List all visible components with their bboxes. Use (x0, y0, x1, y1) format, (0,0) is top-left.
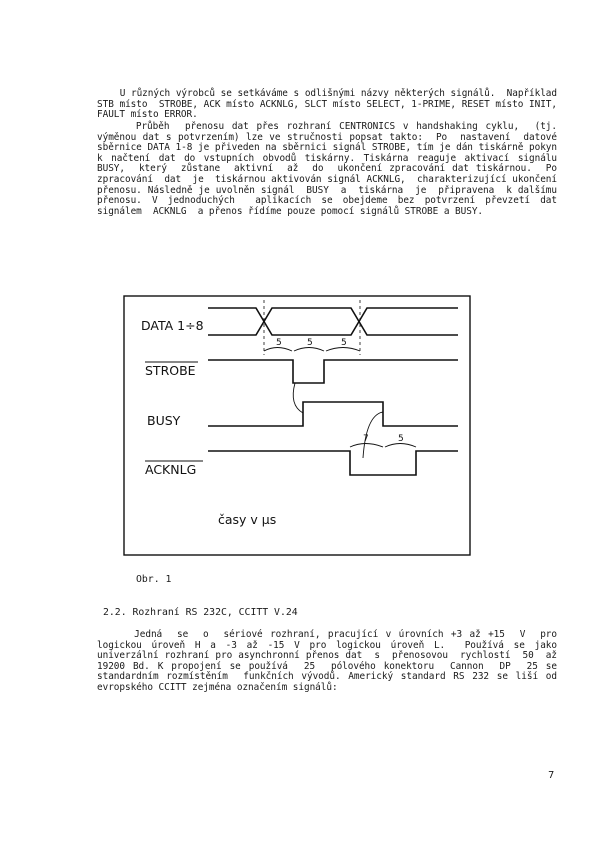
bracket-5b (385, 444, 416, 448)
label-data: DATA 1÷8 (141, 318, 204, 333)
timing-label: 5 (398, 434, 404, 444)
axis-label: časy v μs (218, 512, 277, 527)
label-strobe: STROBE (145, 363, 196, 378)
timing-label: 5 (341, 338, 347, 348)
bracket-1 (264, 348, 292, 352)
figure-caption: Obr. 1 (136, 574, 172, 585)
section-heading: 2.2. Rozhraní RS 232C, CCITT V.24 (103, 607, 298, 618)
paragraph-rs232: Jedná se o sériové rozhraní, pracující v úrovních +3 až +15 V pro logickou úroveň H a -3 až -15 V pro logickou úroveň L. Používá se jako univerzální rozhraní pro asynchronní přenos dat s přenosovou rychlostí 50 až 19200 Bd. K propojení se používá 25 pólového konektoru Cannon DP 25 se standardním rozmístěním funkčních vývodů. Americký standard RS 232 se liší od evropského CCITT zejména označením signálů: (97, 629, 569, 693)
label-acknlg: ACKNLG (145, 462, 197, 477)
arrow-strobe-busy (293, 383, 303, 413)
timing-label: 5 (307, 338, 313, 348)
page-number: 7 (548, 770, 555, 781)
timing-label: 5 (276, 338, 282, 348)
data-bus-upper (208, 308, 458, 335)
paragraph-signal-names: U různých výrobců se setkáváme s odlišnými názvy některých signálů. Například STB místo STROBE, ACK místo ACKNLG, SLCT místo SELECT, 1-PRIME, RESET místo INIT, FAULT místo ERROR. (97, 88, 563, 121)
data-bus-lower (208, 308, 458, 335)
timing-label: 7 (363, 434, 369, 444)
busy-wave (208, 402, 458, 426)
acknlg-wave (208, 451, 458, 475)
bracket-3 (326, 348, 360, 352)
bracket-2 (294, 348, 324, 352)
bracket-7 (350, 444, 383, 448)
paragraph-centronics-handshake: Průběh přenosu dat přes rozhraní CENTRONICS v handshaking cyklu, (tj. výměnou dat s potvrzením) lze ve stručnosti popsat takto: Po nastavení datové sběrnice DATA 1-8 je přiveden na sběrnici signál STROBE, tím je dán tiskárně pokyn k načtení dat do vstupních obvodů tiskárny. Tiskárna reaguje aktivací signálu BUSY, který zůstane aktivní až do ukončení zpracování dat tiskárnou. Po zpracování dat je tiskárnou aktivován signál ACKNLG, charakterizující ukončení přenosu. Následně je uvolněn signál BUSY a tiskárna je připravena k dalšímu přenosu. V jednoduchých aplikacích se obejdeme bez potvrzení převzetí dat signálem ACKNLG a přenos řídíme pouze pomocí signálů STROBE a BUSY. (97, 121, 569, 217)
strobe-wave (208, 360, 458, 383)
label-busy: BUSY (147, 413, 181, 428)
timing-diagram (123, 295, 473, 557)
